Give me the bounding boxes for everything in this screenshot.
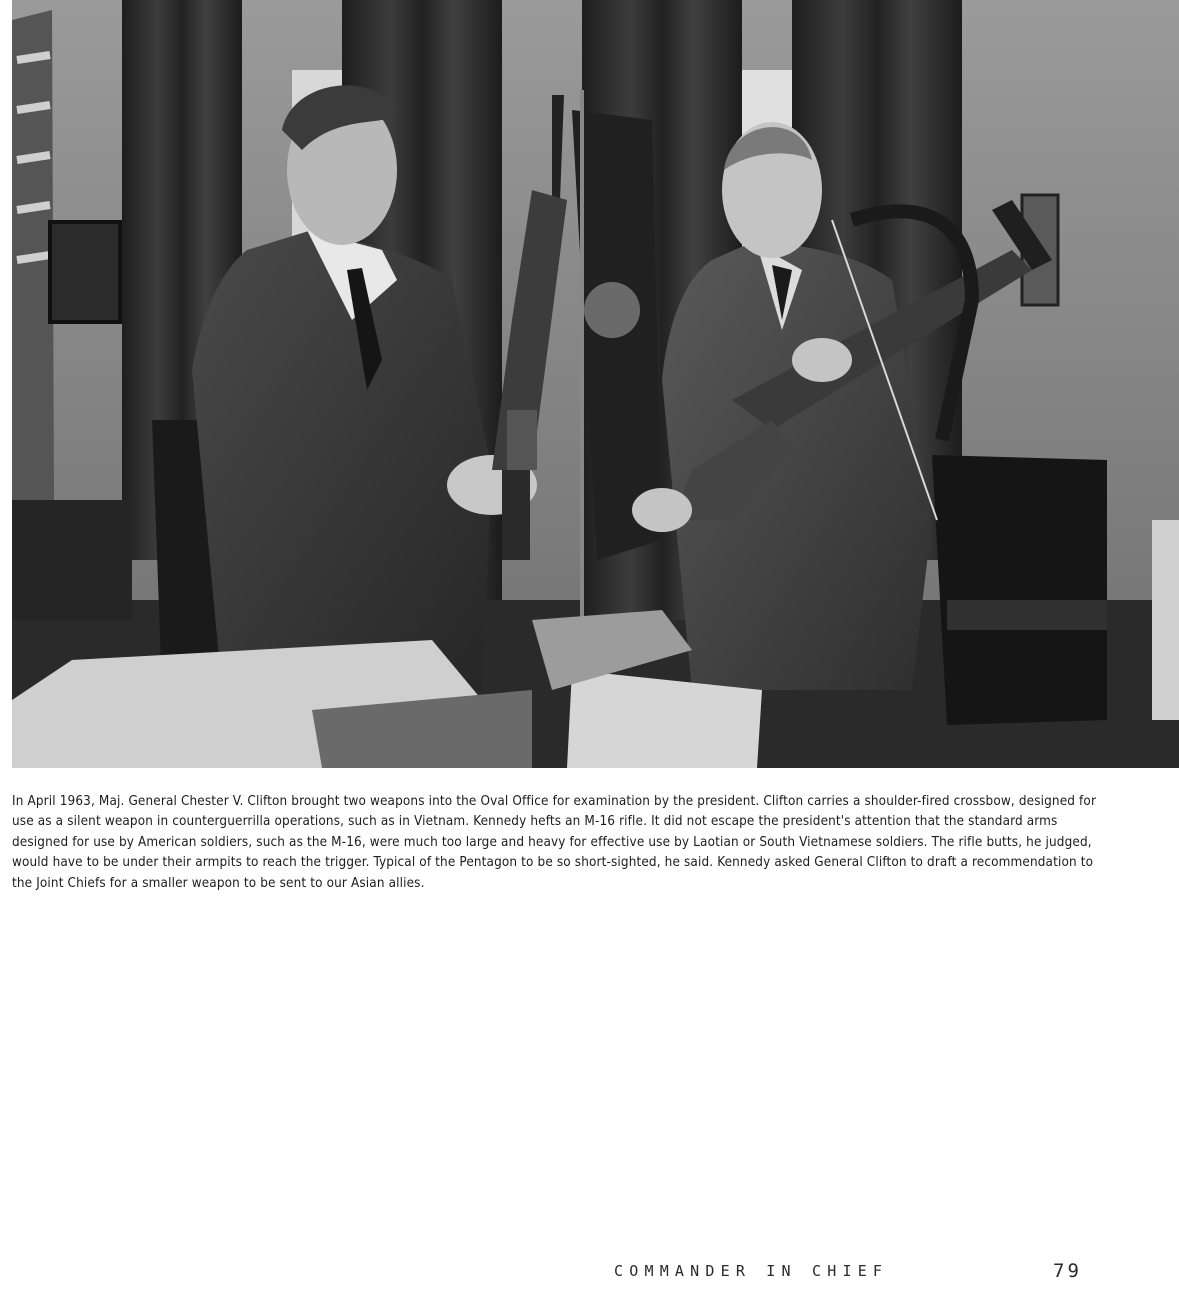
photograph-image: [12, 0, 1179, 768]
photograph: [12, 0, 1179, 768]
running-head: COMMANDER IN CHIEF: [614, 1262, 889, 1280]
photo-caption: In April 1963, Maj. General Chester V. Clifton brought two weapons into the Oval Office for examination by the president. Clifton carries a shoulder-fired crossbow, designed for use as a silent weapon in counterguerrilla operations, such as in Vietnam. Kennedy hefts an M-16 rifle. It did not escape the president's attention that the standard arms designed for use by American soldiers, such as the M-16, were much too large and heavy for effective use by Laotian or South Vietnamese soldiers. The rifle butts, he judged, would have to be under their armpits to reach the trigger. Typical of the Pentagon to be so short-sighted, he said. Kennedy asked General Clifton to draft a recommendation to the Joint Chiefs for a smaller weapon to be sent to our Asian allies.: [12, 794, 1097, 891]
page-number: 79: [1053, 1260, 1082, 1282]
